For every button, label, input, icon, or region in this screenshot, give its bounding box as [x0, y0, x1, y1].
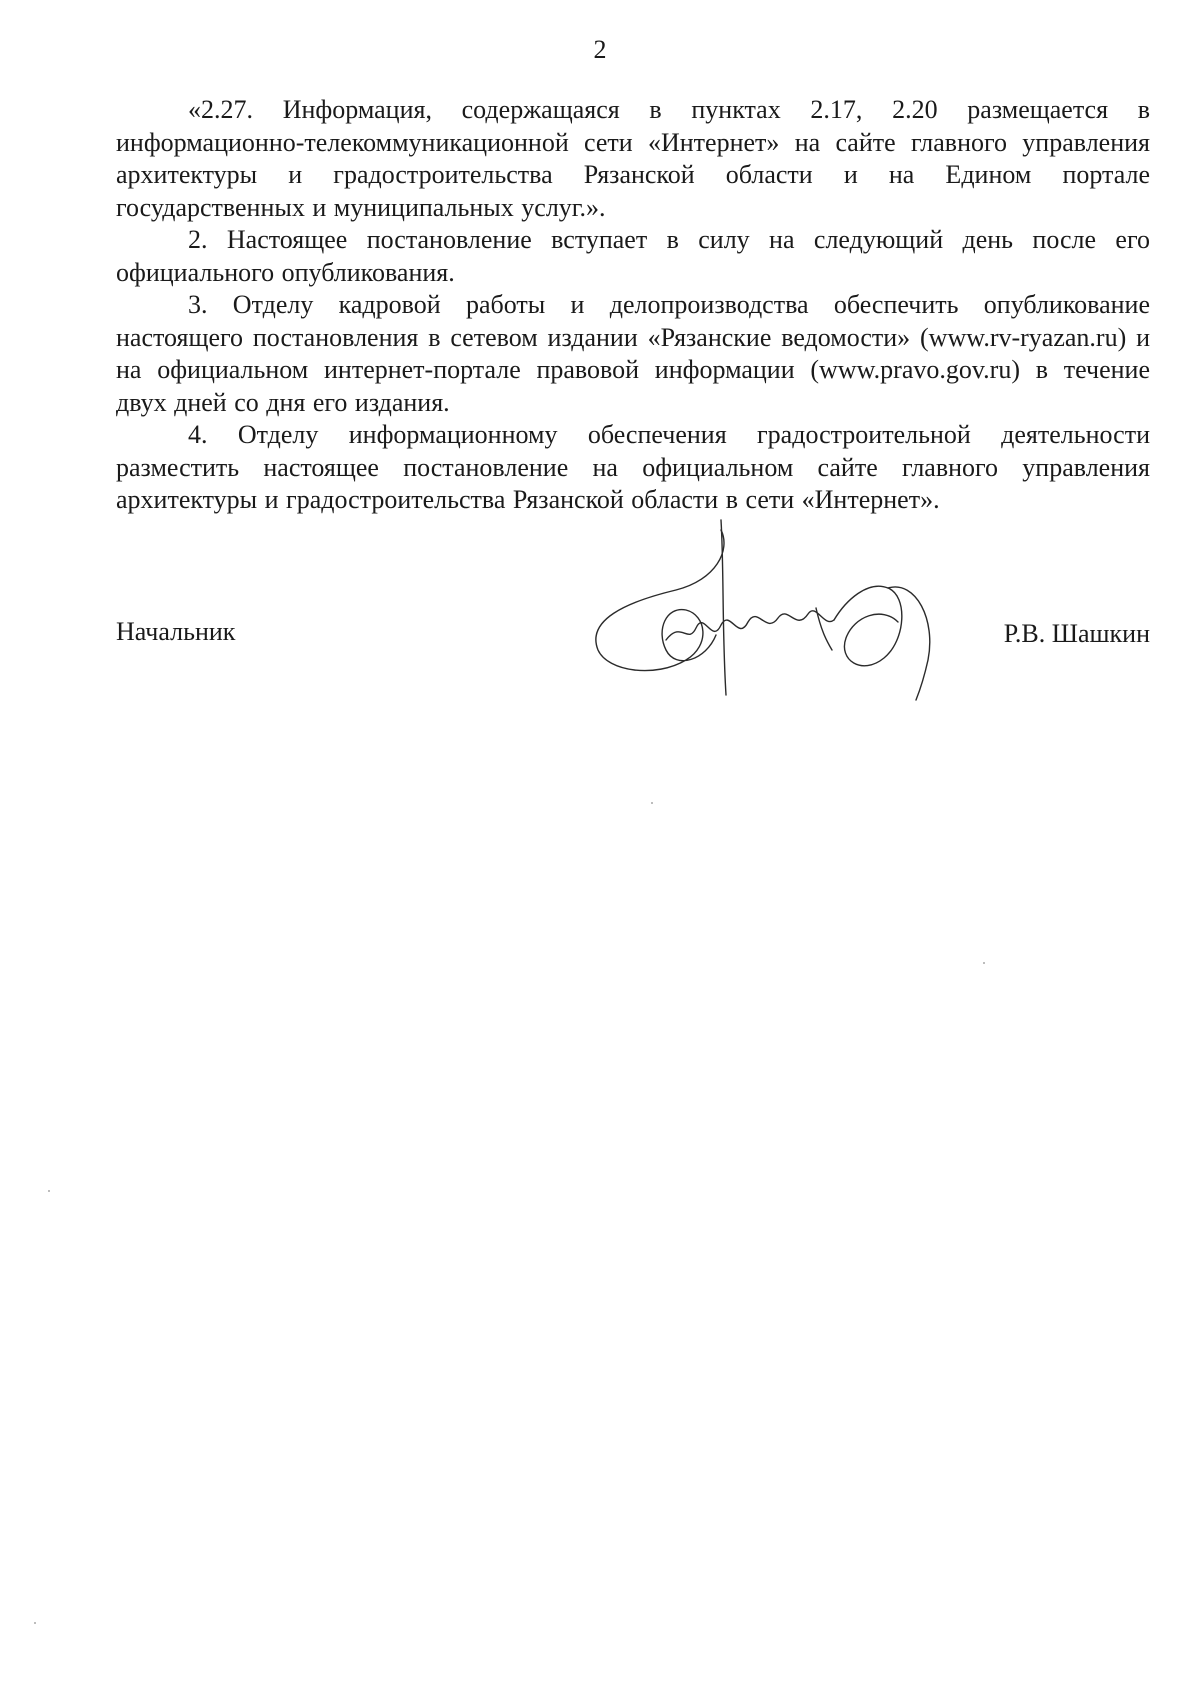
paragraph-publication: 3. Отделу кадровой работы и делопроизводства обеспечить опубликование настоящего постановления в сетевом издании «Рязанские ведомости» (www.rv-ryazan.ru) и на официальном интернет-портале правовой информации (www.pravo.gov.ru) в течение двух дней со дня его издания. — [116, 290, 1150, 417]
paragraph-effective-date: 2. Настоящее постановление вступает в силу на следующий день после его официального опубликования. — [116, 225, 1150, 287]
scan-dot — [983, 962, 985, 964]
scan-dot — [48, 1190, 50, 1192]
scan-dot — [34, 1622, 36, 1624]
page-number: 2 — [593, 35, 607, 64]
signatory-position: Начальник — [116, 617, 236, 646]
signatory-name: Р.В. Шашкин — [1003, 619, 1150, 648]
handwritten-signature — [516, 510, 946, 710]
paragraph-2-27: «2.27. Информация, содержащаяся в пунктах 2.17, 2.20 размещается в информационно-телекоммуникационной сети «Интернет» на сайте главного управления архитектуры и градостроительства Рязанской области и на Едином портале государственных и муниципальных услуг.». — [116, 95, 1150, 222]
signature-block — [116, 580, 1150, 700]
document-body — [116, 94, 1150, 517]
paragraph-website-posting: 4. Отделу информационному обеспечения градостроительной деятельности разместить настоящее постановление на официальном сайте главного управления архитектуры и градостроительства Рязанской области в сети «Интернет». — [116, 420, 1150, 514]
scan-dot — [651, 802, 653, 804]
